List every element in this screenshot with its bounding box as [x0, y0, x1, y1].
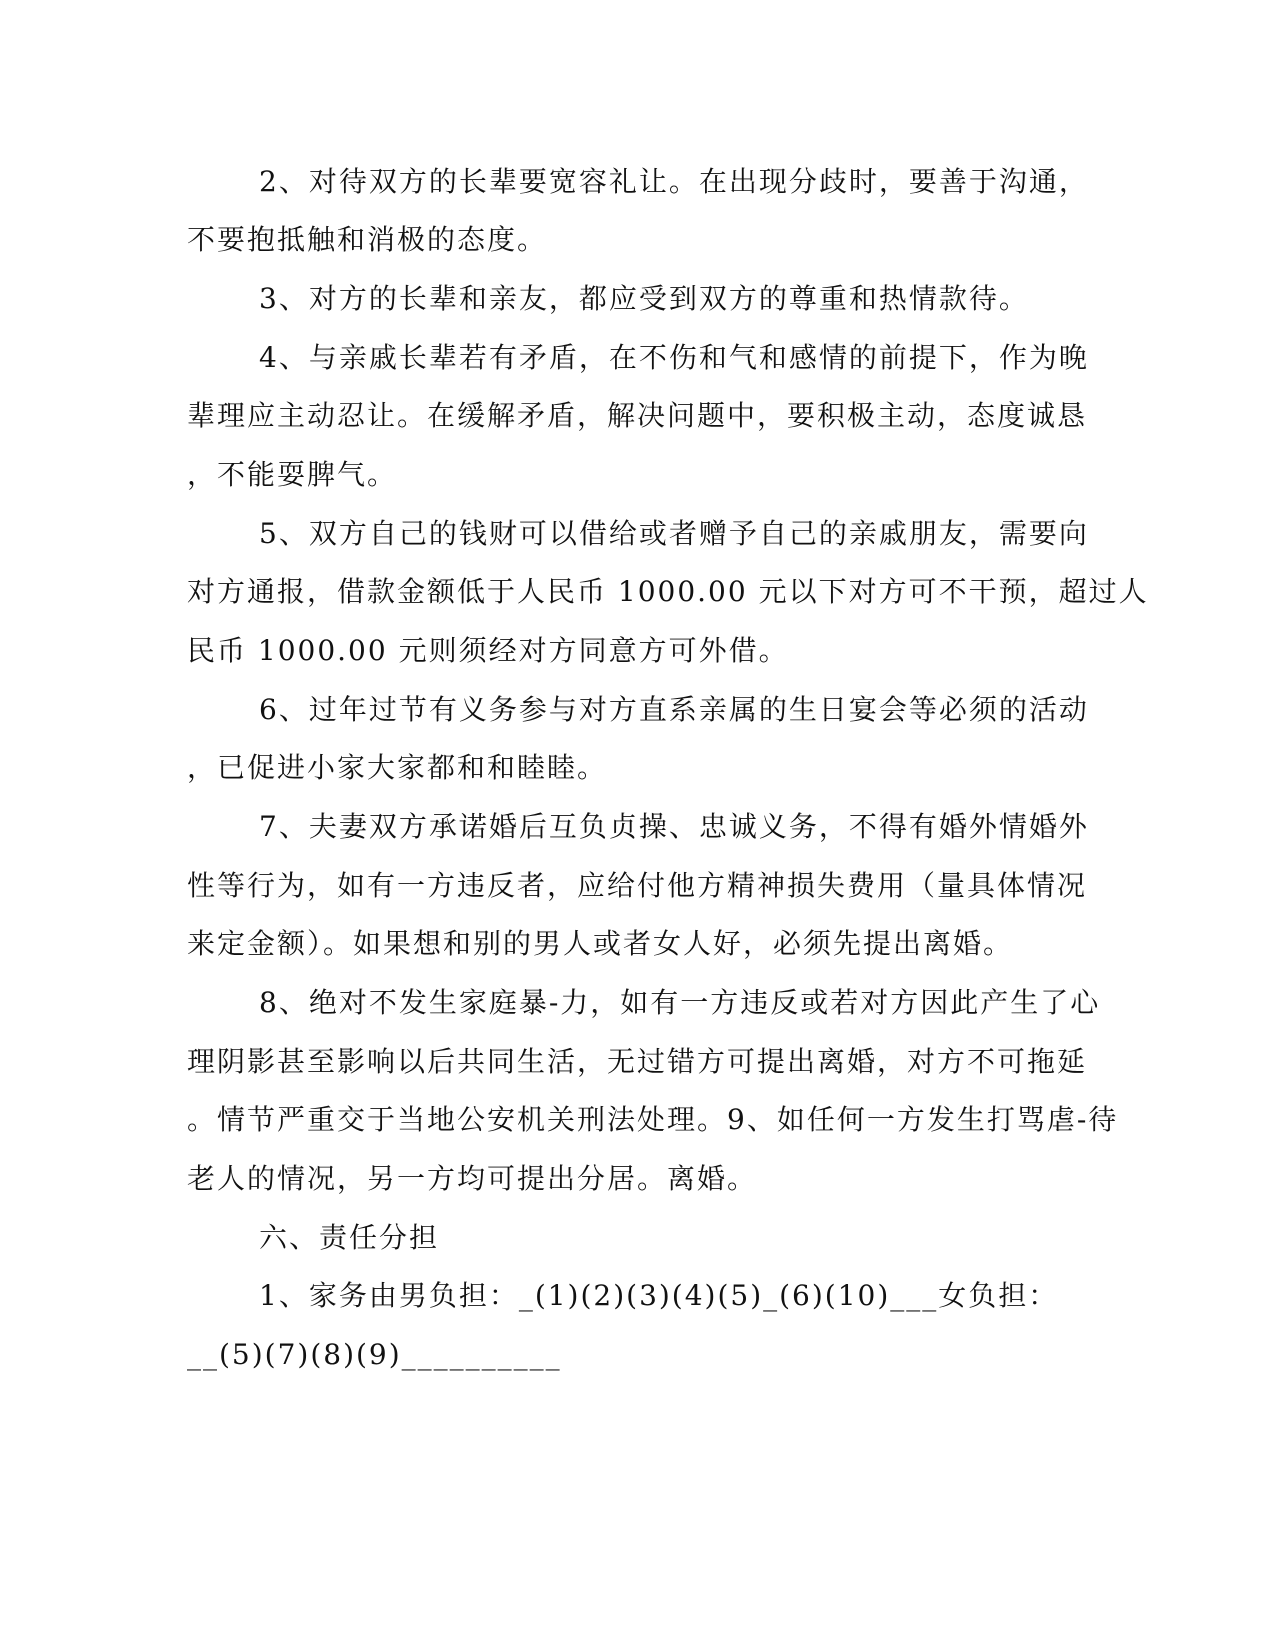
section-heading: 六、责任分担 [259, 1221, 440, 1254]
paragraph-2-line-1: 2、对待双方的长辈要宽容礼让。在出现分歧时，要善于沟通， [259, 165, 1089, 198]
duty-line-2: __(5)(7)(8)(9)__________ [187, 1338, 562, 1371]
paragraph-7-line-1: 7、夫妻双方承诺婚后互负贞操、忠诚义务，不得有婚外情婚外 [259, 810, 1089, 843]
paragraph-6-line-2: ，已促进小家大家都和和睦睦。 [187, 751, 608, 784]
paragraph-8-line-1: 8、绝对不发生家庭暴-力，如有一方违反或若对方因此产生了心 [259, 986, 1101, 1019]
paragraph-5-line-1: 5、双方自己的钱财可以借给或者赠予自己的亲戚朋友，需要向 [259, 517, 1089, 550]
paragraph-8-line-4: 老人的情况，另一方均可提出分居。离婚。 [187, 1162, 758, 1195]
paragraph-7-line-3: 来定金额）。如果想和别的男人或者女人好，必须先提出离婚。 [187, 927, 1014, 960]
paragraph-4-line-1: 4、与亲戚长辈若有矛盾，在不伤和气和感情的前提下，作为晚 [259, 341, 1089, 374]
paragraph-3-line-1: 3、对方的长辈和亲友，都应受到双方的尊重和热情款待。 [259, 282, 1029, 315]
duty-line-1: 1、家务由男负担：_(1)(2)(3)(4)(5)_(6)(10)___女负担： [259, 1279, 1059, 1312]
paragraph-4-line-3: ，不能耍脾气。 [187, 458, 398, 491]
paragraph-7-line-2: 性等行为，如有一方违反者，应给付他方精神损失费用（量具体情况 [187, 869, 1088, 902]
paragraph-8-line-3: 。情节严重交于当地公安机关刑法处理。9、如任何一方发生打骂虐-待 [187, 1103, 1119, 1136]
paragraph-6-line-1: 6、过年过节有义务参与对方直系亲属的生日宴会等必须的活动 [259, 693, 1089, 726]
paragraph-5-line-3: 民币 1000.00 元则须经对方同意方可外借。 [187, 634, 789, 667]
paragraph-5-line-2: 对方通报，借款金额低于人民币 1000.00 元以下对方可不干预，超过人 [187, 575, 1149, 608]
paragraph-2-line-2: 不要抱抵触和消极的态度。 [187, 223, 548, 256]
paragraph-4-line-2: 辈理应主动忍让。在缓解矛盾，解决问题中，要积极主动，态度诚恳 [187, 399, 1088, 432]
paragraph-8-line-2: 理阴影甚至影响以后共同生活，无过错方可提出离婚，对方不可拖延 [187, 1045, 1088, 1078]
